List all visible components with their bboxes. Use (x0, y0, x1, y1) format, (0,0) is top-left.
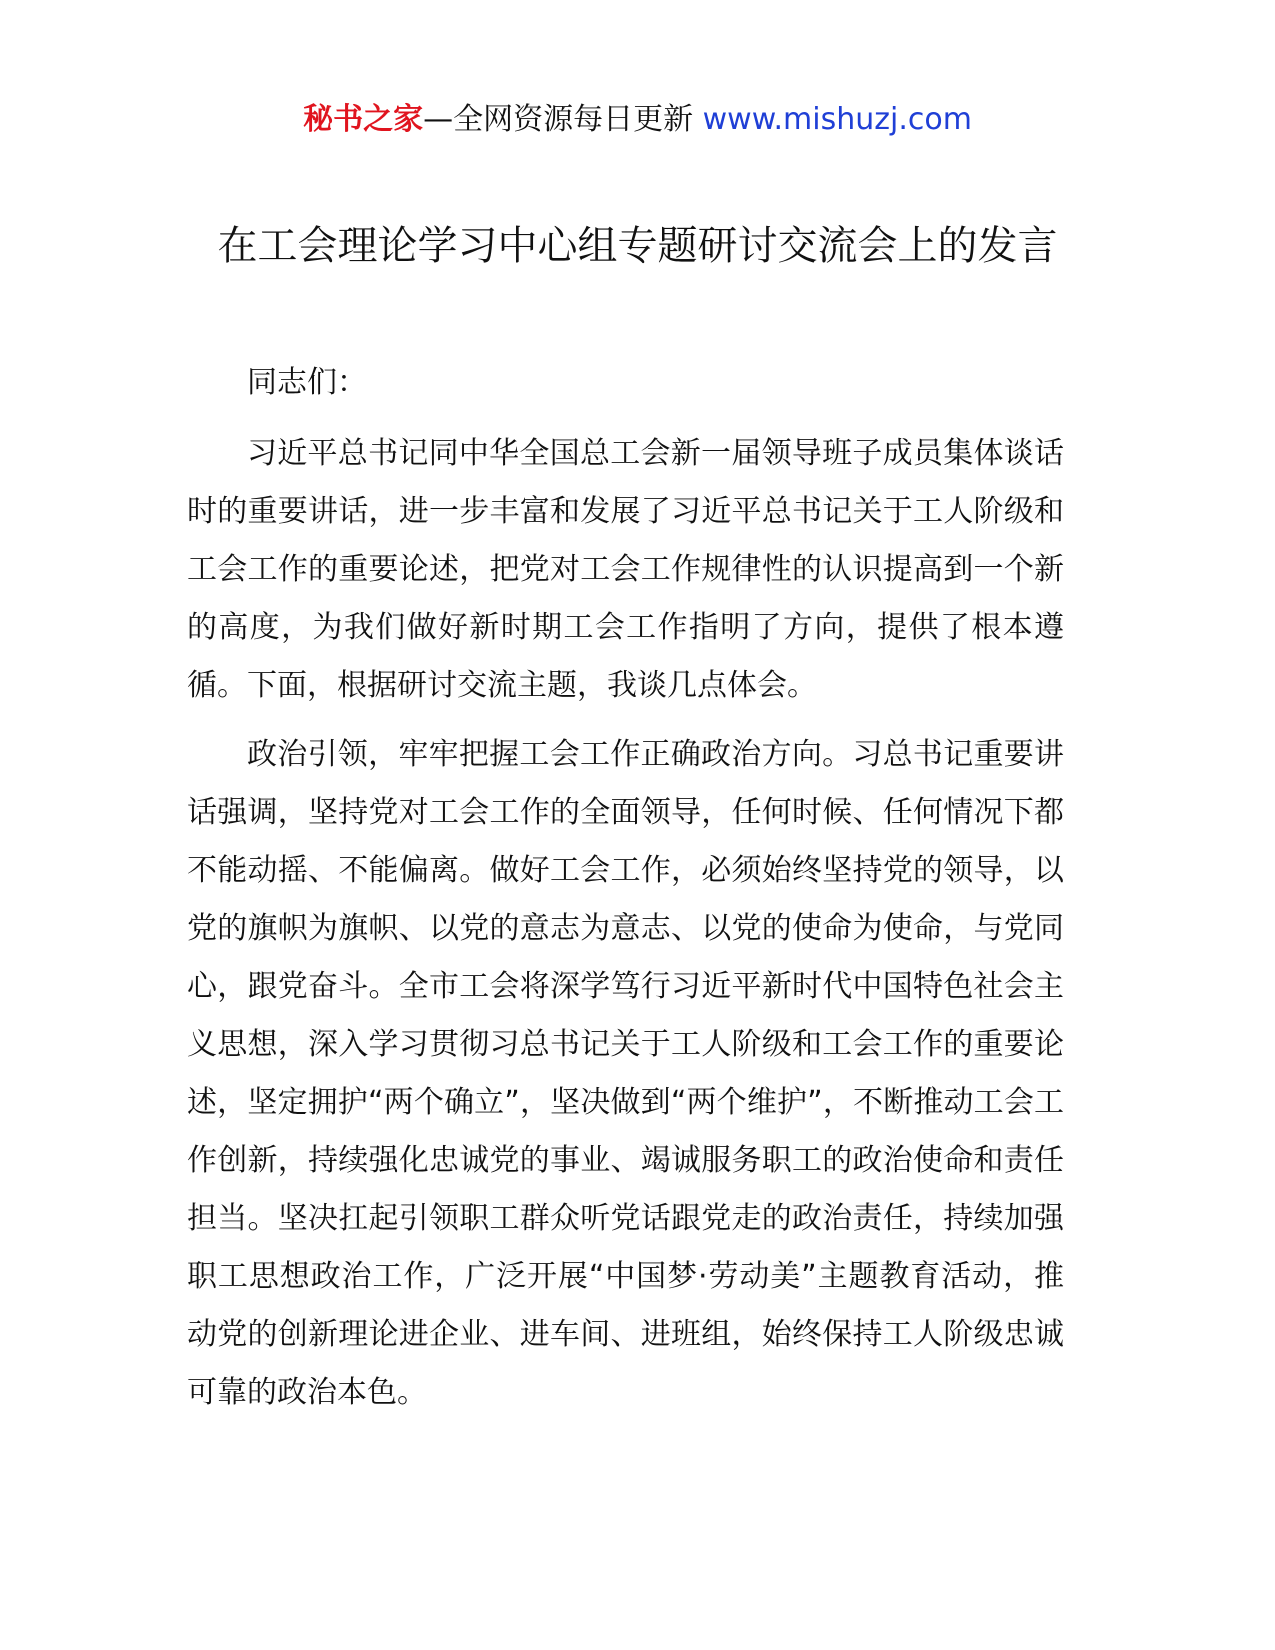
salutation: 同志们： (247, 365, 367, 400)
site-url-link[interactable]: www.mishuzj.com (702, 102, 972, 137)
document-title: 在工会理论学习中心组专题研讨交流会上的发言 (217, 223, 1058, 269)
document-body (187, 354, 1064, 1433)
brand-name: 秘书之家 (303, 102, 424, 137)
paragraph-political-guidance: 政治引领，牢牢把握工会工作正确政治方向。习总书记重要讲话强调，坚持党对工会工作的全面领导，任何时候、任何情况下都不能动摇、不能偏离。做好工会工作，必须始终坚持党的领导，以党的旗帜为旗帜、以党的意志为意志、以党的使命为使命，与党同心，跟党奋斗。全市工会将深学笃行习近平新时代中国特色社会主义思想，深入学习贯彻习总书记关于工人阶级和工会工作的重要论述，坚定拥护“两个确立”，坚决做到“两个维护”，不断推动工会工作创新，持续强化忠诚党的事业、竭诚服务职工的政治使命和责任担当。坚决扛起引领职工群众听党话跟党走的政治责任，持续加强职工思想政治工作，广泛开展“中国梦·劳动美”主题教育活动，推动党的创新理论进企业、进车间、进班组，始终保持工人阶级忠诚可靠的政治本色。 (187, 737, 1064, 1410)
site-header (0, 98, 1275, 142)
paragraph-intro: 习近平总书记同中华全国总工会新一届领导班子成员集体谈话时的重要讲话，进一步丰富和发展了习近平总书记关于工人阶级和工会工作的重要论述，把党对工会工作规律性的认识提高到一个新的高度，为我们做好新时期工会工作指明了方向，提供了根本遵循。下面，根据研讨交流主题，我谈几点体会。 (187, 436, 1064, 703)
header-slogan: —全网资源每日更新 (423, 102, 694, 137)
